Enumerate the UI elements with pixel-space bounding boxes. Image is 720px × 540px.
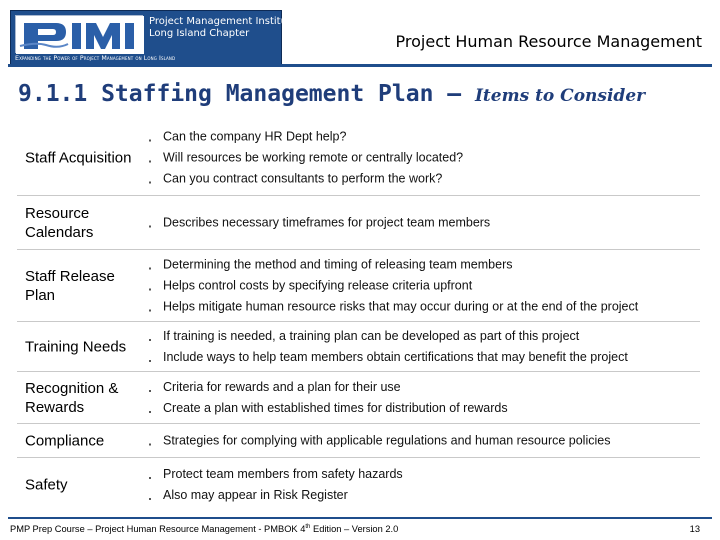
staffing-table [17,120,700,512]
footer-text-end: Edition – Version 2.0 [310,524,399,535]
footer-text-main: PMP Prep Course – Project Human Resource Management - PMBOK 4 [10,524,306,535]
list-item: Strategies for complying with applicable regulations and human resource policies [147,430,700,451]
list-item: Can the company HR Dept help? [147,126,700,147]
header-title: Project Human Resource Management [395,32,702,51]
bullet-list [147,430,700,451]
header-divider [8,64,712,67]
table-row [17,372,700,424]
logo-tagline: Expanding the Power of Project Management on Long Island [15,55,176,62]
list-item: Will resources be working remote or centrally located? [147,147,700,168]
row-label: Staff Acquisition [25,149,132,166]
list-item: Helps control costs by specifying release criteria upfront [147,275,700,296]
row-label: Resource Calendars [25,204,94,241]
list-item: Include ways to help team members obtain certifications that may benefit the project [147,347,700,368]
list-item: Protect team members from safety hazards [147,464,700,485]
row-label: Recognition & Rewards [25,379,119,416]
logo-org-line1: Project Management Institute [149,16,297,27]
bullet-list [147,126,700,189]
row-label: Staff Release Plan [25,267,115,304]
list-item: Helps mitigate human resource risks that may occur during or at the end of the project [147,296,700,317]
slide-subtitle: Items to Consider [474,86,646,106]
list-item: If training is needed, a training plan can be developed as part of this project [147,326,700,347]
footer-divider [8,517,712,519]
page-number: 13 [689,524,700,534]
table-row [17,250,700,322]
list-item: Describes necessary timeframes for project team members [147,212,700,233]
list-item: Criteria for rewards and a plan for their use [147,377,700,398]
list-item: Also may appear in Risk Register [147,485,700,506]
bullet-list [147,212,700,233]
row-label: Safety [25,476,68,494]
table-row [17,322,700,372]
list-item: Create a plan with established times for distribution of rewards [147,398,700,419]
table-row [17,120,700,196]
list-item: Determining the method and timing of releasing team members [147,254,700,275]
row-label: Training Needs [25,338,127,355]
list-item: Can you contract consultants to perform the work? [147,168,700,189]
table-row [17,458,700,512]
pmi-logo [10,10,297,65]
table-row [17,196,700,250]
footer-text [10,524,398,534]
bullet-list [147,254,700,317]
bullet-list [147,464,700,506]
logo-org-line2: Long Island Chapter [149,28,250,39]
bullet-list [147,377,700,419]
pmi-logo-mark [15,15,143,53]
footer-text-sup: th [305,524,311,530]
slide-title-main: 9.1.1 Staffing Management Plan – [18,81,475,107]
slide-title [18,81,645,107]
row-label: Compliance [25,432,105,449]
logo-org-name [149,16,297,40]
bullet-list [147,326,700,368]
table-row [17,424,700,458]
